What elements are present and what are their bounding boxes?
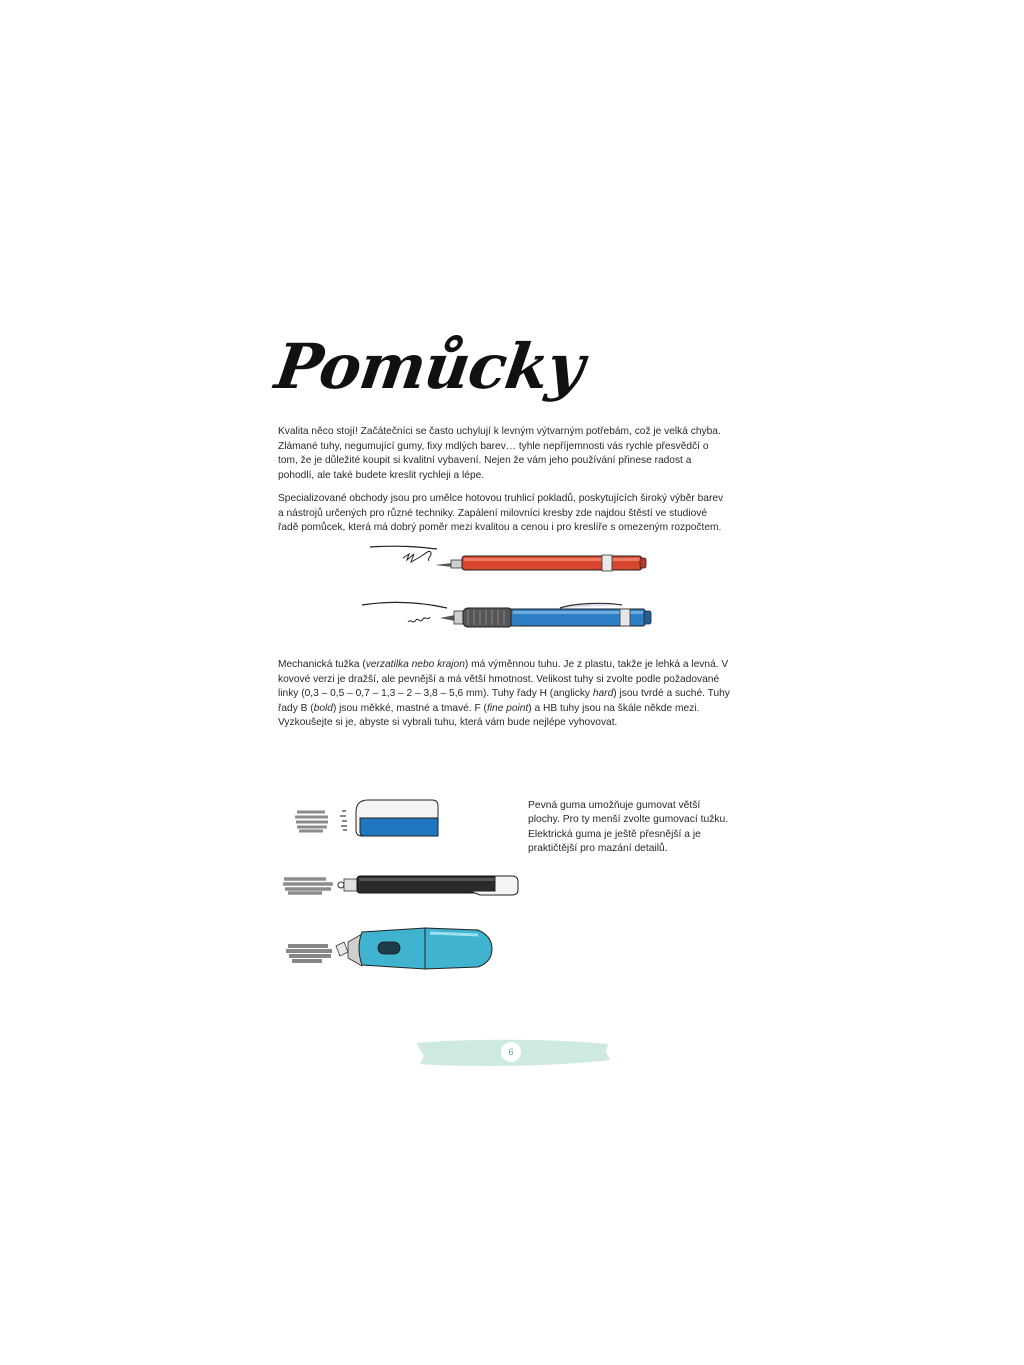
mechanical-pencil-red-illustration: [370, 546, 646, 571]
page-number: 6: [501, 1042, 521, 1062]
electric-eraser-illustration: [286, 928, 492, 969]
eraser-pencil-illustration: [283, 876, 518, 895]
mechanical-pencil-blue-illustration: [362, 602, 651, 627]
mechanical-pencil-paragraph: Mechanická tužka (verzatilka nebo krajon) má výměnnou tuhu. Je z plastu, takže je lehká a levná. V kovové verzi je dražší, ale pevnější a má větší hmotnost. Velikost tuhy si zvolte podle požadované linky (0,3 – 0,5 – 0,7 – 1,3 – 2 – 3,8 – 5,6 mm). Tuhy řady H (anglicky hard) jsou tvrdé a suché. Tuhy řady B (bold) jsou měkké, mastné a tmavé. F (fine point) a HB tuhy jsou na škále někde mezi. Vyzkoušejte si je, abyste si vybrali tuhu, která vám bude nejlépe vyhovovat.: [278, 659, 730, 729]
shops-paragraph: Specializované obchody jsou pro umělce hotovou truhlicí pokladů, poskytujících široký výběr barev a nástrojů určených pro různé techniky. Zapálení milovníci kresby zde najdou štěstí ve studiové řadě pomůcek, která má dobrý poměr mezi kvalitou a cenou i pro kreslíře s omezeným rozpočtem.: [278, 493, 724, 534]
page-number-area: [414, 1037, 610, 1069]
page-title: Pomůcky: [270, 330, 588, 403]
eraser-block-illustration: [295, 800, 438, 836]
eraser-paragraph: Pevná guma umožňuje gumovat větší plochy. Pro ty menší zvolte gumovací tužku. Elektrická guma je ještě přesnější a je praktičtější pro mazání detailů.: [528, 800, 729, 855]
intro-paragraph: Kvalita něco stojí! Začátečníci se často uchylují k levným výtvarným potřebám, což je velká chyba. Zlámané tuhy, negumující gumy, fixy mdlých barev… tyhle nepříjemnosti vás rychle přesvědčí o tom, že je důležité koupit si kvalitní vybavení. Nejen že vám jeho používání přinese radost a pohodlí, ale také budete kreslit rychleji a lépe.: [278, 426, 721, 481]
